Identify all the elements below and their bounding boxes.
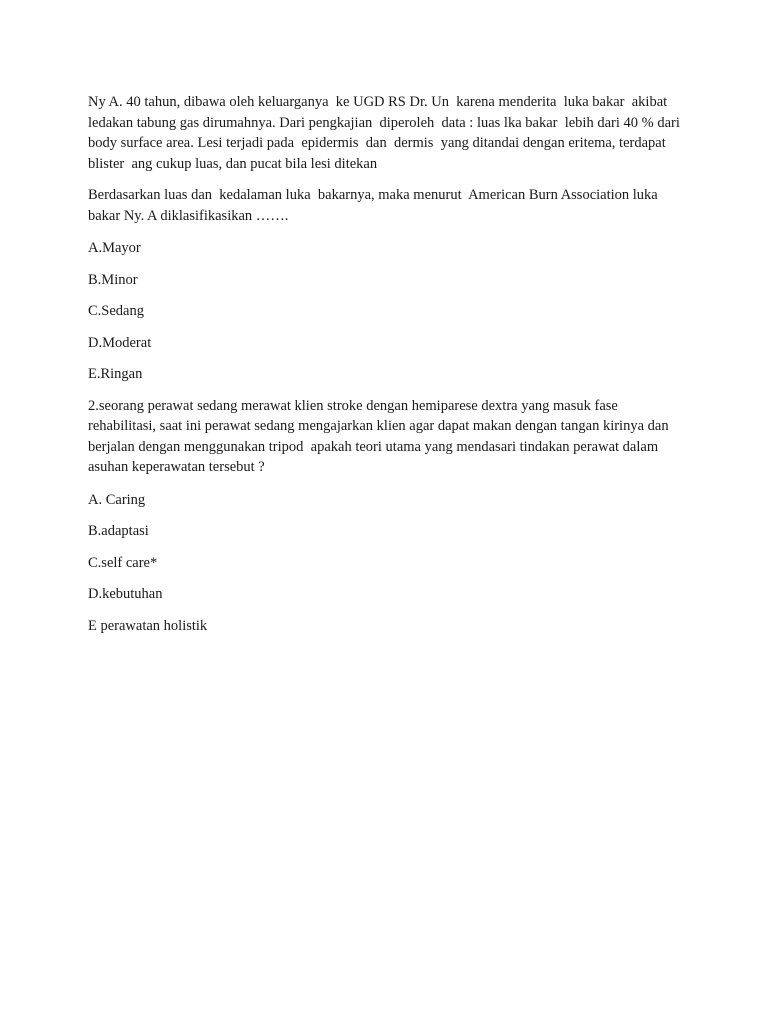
question-2-option-a: A. Caring [88, 491, 146, 508]
question-1 [88, 92, 688, 384]
question-2-option-d: D.kebutuhan [88, 586, 163, 602]
document-page [88, 92, 688, 647]
question-1-stem: Ny A. 40 tahun, dibawa oleh keluarganya ke UGD RS Dr. Un karena menderita luka bakar akibat ledakan tabung gas dirumahnya. Dari pengkajian diperoleh data : luas lka bakar lebih dari 40 % dari body surface area. Lesi terjadi pada epidermis dan dermis yang ditandai dengan eritema, terdapat blister ang cukup luas, dan pucat bila lesi ditekan [88, 94, 684, 172]
question-1-prompt: Berdasarkan luas dan kedalaman luka bakarnya, maka menurut American Burn Association luka bakar Ny. A diklasifikasikan ……. [88, 187, 662, 224]
question-1-option-c: C.Sedang [88, 303, 144, 319]
question-2 [88, 396, 688, 636]
question-1-option-d: D.Moderat [88, 334, 152, 351]
question-2-option-c: C.self care* [88, 554, 158, 571]
question-2-option-b: B.adaptasi [88, 523, 149, 539]
question-2-option-e: E perawatan holistik [88, 617, 208, 634]
question-1-option-e: E.Ringan [88, 366, 143, 382]
question-1-option-b: B.Minor [88, 271, 138, 288]
question-1-option-a: A.Mayor [88, 240, 141, 256]
question-2-stem: 2.seorang perawat sedang merawat klien stroke dengan hemiparese dextra yang masuk fase rehabilitasi, saat ini perawat sedang mengajarkan klien agar dapat makan dengan tangan kirinya dan berjalan dengan menggunakan tripod apakah teori utama yang mendasari tindakan perawat dalam asuhan keperawatan tersebut ? [88, 397, 673, 475]
